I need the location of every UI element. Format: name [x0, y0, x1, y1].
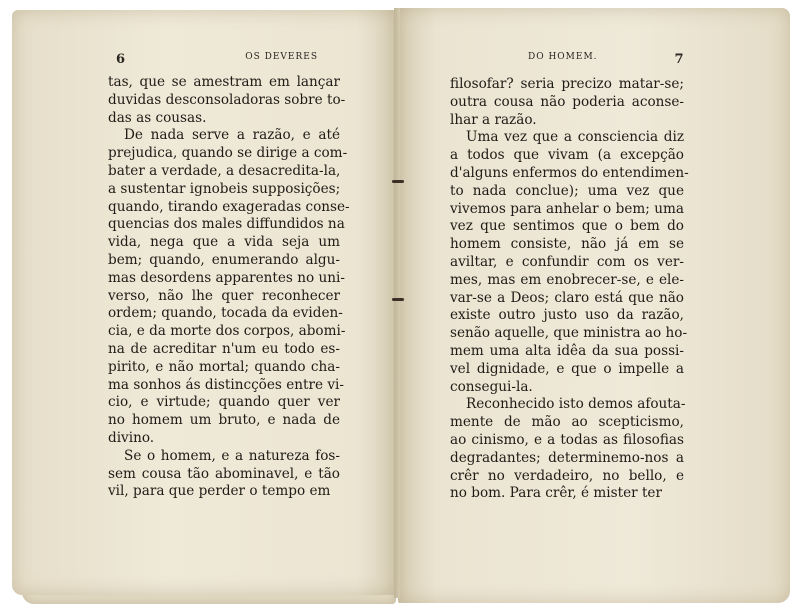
text-line: vel dignidade, e que o impelle a: [450, 360, 684, 377]
text-line: Uma vez que a consciencia diz: [466, 129, 684, 146]
text-line: ao cinismo, e a todas as filosofias: [450, 431, 684, 448]
text-line: degradantes; determinemo-nos a: [450, 449, 684, 466]
text-line: no homem um bruto, e nada de: [108, 412, 340, 429]
text-line: no bom. Para crêr, é mister ter: [450, 485, 662, 502]
text-line: tas, que se amestram em lançar: [108, 74, 340, 90]
text-line: das as cousas.: [108, 109, 207, 126]
text-line: cia, e da morte dos corpos, abomi-: [108, 323, 346, 340]
left-page-text: [108, 74, 350, 501]
text-line: ma sonhos ás distincções entre vi-: [108, 376, 344, 393]
binding-stitch: [392, 180, 404, 183]
text-line: existe outro justo uso da razão,: [450, 307, 684, 324]
text-line: vida, nega que a vida seja um: [108, 234, 340, 251]
text-line: pirito, e não mortal; quando cha-: [108, 358, 340, 375]
text-line: homem consiste, não já em se: [450, 236, 684, 253]
text-line: cio, e virtude; quando quer ver: [108, 394, 340, 411]
text-line: a sustentar ignobeis supposições;: [108, 180, 341, 197]
text-line: sem cousa tão abominavel, e tão: [108, 465, 340, 482]
text-line: vivemos para anhelar o bem; uma: [450, 200, 684, 217]
running-head-title: DO HOMEM.: [528, 52, 598, 62]
text-line: bater a verdade, a desacredita-la,: [108, 162, 341, 179]
text-line: lhar a razão.: [450, 111, 537, 128]
text-line: senão aquelle, que ministra ao ho-: [450, 325, 688, 342]
text-line: quencias dos males diffundidos na: [108, 216, 345, 233]
text-line: a todos que vivam (a excepção: [450, 147, 684, 164]
text-line: mas desordens apparentes no uni-: [108, 269, 345, 286]
left-running-head: [116, 52, 342, 67]
text-line: filosofar? seria precizo matar-se;: [450, 76, 684, 92]
right-running-head: [528, 52, 684, 67]
text-line: outra cousa não poderia aconse-: [450, 93, 684, 110]
text-line: vil, para que perder o tempo em: [108, 483, 331, 500]
running-head-title: OS DEVERES: [245, 52, 318, 62]
text-line: bem; quando, enumerando algu-: [108, 251, 340, 268]
text-line: na de acreditar n'um eu todo es-: [108, 340, 340, 357]
text-line: var-se a Deos; claro está que não: [450, 289, 684, 306]
text-line: Se o homem, e a natureza fos-: [124, 447, 340, 464]
text-line: d'alguns enfermos do entendimen-: [450, 164, 689, 181]
right-page-text: [450, 76, 689, 503]
book-gutter: [394, 8, 400, 598]
text-line: quando, tirando exageradas conse-: [108, 198, 350, 215]
text-line: consegui-la.: [450, 378, 533, 395]
text-line: divino.: [108, 429, 155, 446]
binding-stitch: [392, 298, 404, 301]
text-line: vez que sentimos que o bem do: [450, 218, 684, 235]
text-line: crêr no verdadeiro, no bello, e: [450, 467, 684, 484]
text-line: De nada serve a razão, e até: [124, 127, 340, 144]
text-line: duvidas desconsoladoras sobre to-: [108, 91, 346, 108]
text-line: verso, não lhe quer reconhecer: [108, 287, 340, 304]
text-line: mente de mão ao scepticismo,: [450, 414, 684, 431]
text-line: prejudica, quando se dirige a com-: [108, 145, 348, 162]
text-line: mem uma alta idêa da sua possi-: [450, 342, 684, 359]
text-line: ordem; quando, tocada da eviden-: [108, 305, 343, 322]
text-line: aviltar, e confundir com os ver-: [450, 253, 684, 270]
text-line: mes, mas em enobrecer-se, e ele-: [450, 271, 684, 288]
text-line: Reconhecido isto demos afouta-: [466, 396, 686, 413]
page-number: 6: [116, 52, 126, 67]
open-book: [4, 4, 796, 609]
page-number: 7: [674, 52, 684, 67]
text-line: to nada conclue); uma vez que: [450, 182, 684, 199]
